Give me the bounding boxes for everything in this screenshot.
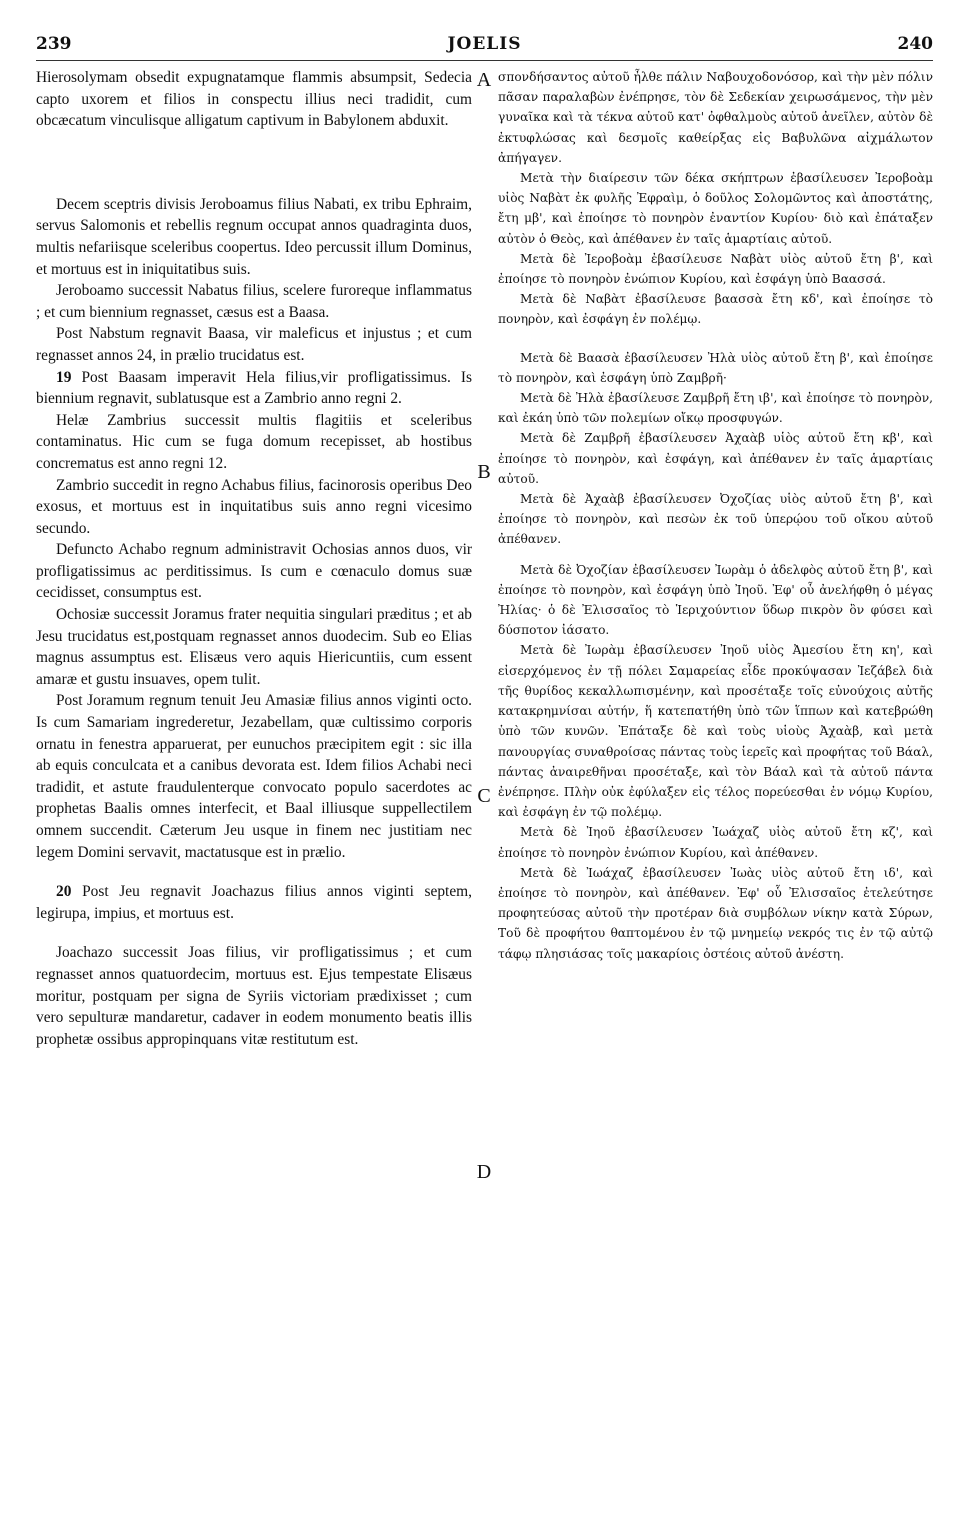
latin-paragraph: 19 Post Baasam imperavit Hela filius,vir profligatissimus. Is biennium regnavit, sublatusque est a Zambrio anno regni 2. <box>36 368 472 408</box>
section-marker-b: B <box>477 461 491 483</box>
greek-paragraph: Μετὰ δὲ Βαασὰ ἐβασίλευσεν Ἠλὰ υἱὸς αὐτοῦ ἔτη β', καὶ ἐποίησε τὸ πονηρὸν, καὶ ἐσφάγη ὑπὸ Ζαμβρῆ· <box>498 350 933 385</box>
greek-paragraph: Μετὰ δὲ Ναβὰτ ἐβασίλευσε βαασσὰ ἔτη κδ', καὶ ἐποίησε τὸ πονηρὸν, καὶ ἐσφάγη ἐν πολέμῳ. <box>498 292 933 327</box>
section-number: 20 <box>56 883 72 901</box>
latin-paragraph: Post Nabstum regnavit Baasa, vir maleficus et injustus ; et cum regnasset annos 24, in prælio trucidatus est. <box>36 325 472 364</box>
page-number-left: 239 <box>36 34 72 54</box>
greek-paragraph: Μετὰ δὲ Ἰωάχαζ ἐβασίλευσεν Ἰωὰς υἱὸς αὐτοῦ ἔτη ιδ', καὶ ἐποίησε τὸ πονηρὸν, καὶ ἀπέθανεν. Ἐφ' οὗ Ἐλισσαῖος ἐτελεύτησε προφητεύσας αὐτοῦ τὴν προτέραν διὰ συμβόλων νίκην κατὰ Σύρων, Τοῦ δὲ προφήτου θαπτομένου ἐν τῷ μνημείῳ νεκρός τις ἐν τῷ αὐτῷ τάφῳ πλησιάσας τοῖς μακαρίοις ὀστέοις αὐτοῦ ἀνέστη. <box>498 865 933 961</box>
section-number: 19 <box>56 368 72 386</box>
greek-paragraph: Μετὰ δὲ Ἰεροβοὰμ ἐβασίλευσε Ναβὰτ υἱὸς αὐτοῦ ἔτη β', καὶ ἐποίησε τὸ πονηρὸν ἐνώπιον Κυρίου, καὶ ἐσφάγη ὑπὸ Βαασσά. <box>498 251 933 287</box>
section-marker-d: D <box>476 1161 492 1183</box>
greek-paragraph: Μετὰ τὴν διαίρεσιν τῶν δέκα σκήπτρων ἐβασίλευσεν Ἰεροβοὰμ υἱὸς Ναβὰτ ἐκ φυλῆς Ἐφραὶμ, ὁ δοῦλος Σολομῶντος καὶ ἀποστάτης, ἔτη μβ', καὶ ἐποίησε τὸ πονηρὸν ἐναντίον Κυρίου· διὸ καὶ ἐπάταξεν αὐτὸν ὁ Θεὸς, καὶ ἀπέθανεν ἐν ταῖς ἁμαρτίαις αὐτοῦ. <box>498 171 933 246</box>
latin-paragraph: Joachazo successit Joas filius, vir profligatissimus ; et cum regnasset annos quatuordecim, mortuus est. Ejus tempestate Elisæus moritur, postquam per signa de Syriis victoriam prædixisset ; cum vero sepulturæ mandaretur, cadaver in eodem monumento beatis illis prophetæ ossibus appropinquans vitæ restitutum est. <box>36 944 472 1048</box>
latin-paragraph: Defuncto Achabo regnum administravit Ochosias annos duos, vir profligatissimus ac perditissimus. Is cum e cœnaculo domus suæ cecidisset, consumptus est. <box>36 541 472 602</box>
section-marker-c: C <box>477 785 491 807</box>
greek-paragraph: Μετὰ δὲ Ἀχαὰβ ἐβασίλευσεν Ὀχοζίας υἱὸς αὐτοῦ ἔτη β', καὶ ἐποίησε τὸ πονηρὸν, καὶ πεσὼν ἐκ τοῦ ὑπερῴου τοῦ οἴκου αὐτοῦ ἀπέθανεν. <box>498 492 933 547</box>
latin-paragraph: Hierosolymam obsedit expugnatamque flammis absumpsit, Sedecia capto uxorem et filios in conspectu illius neci tradidit, cum obcæcatum vinculisque alligatum captivum in Babylonem abduxit. <box>36 69 472 130</box>
greek-paragraph: Μετὰ δὲ Ἰωρὰμ ἐβασίλευσεν Ἰηοῦ υἱὸς Ἀμεσίου ἔτη κη', καὶ εἰσερχόμενος ἐν τῇ πόλει Σαμαρείας εἶδε προκύψασαν Ἰεζάβελ διὰ τῆς θυρίδος κεκαλλωπισμένην, καὶ προσέταξε τοῖς εὐνούχοις αὐτῆς κατακρημνίσαι αὐτήν, ἥ κατεπατήθη ὑπὸ τῶν ἵππων καὶ κατεβρώθη ὑπὸ τῶν κυνῶν. Ἐπάταξε δὲ καὶ τοὺς υἱοὺς Ἀχαὰβ, καὶ μετὰ πανουργίας συναθροίσας πάντας τοὺς ἱερεῖς καὶ προφήτας τοῦ Βάαλ, πάντας ἀναιρεθῆναι προσέταξε, καὶ τὸν Βάαλ καὶ τὰ αὐτοῦ πάντα ἐνέπρησε. Πλὴν οὐκ ἐφύλαξεν εἰς τέλος πορεύεσθαι ἐν νόμῳ Κυρίου, καὶ ἐσφάγη ἐν τῷ πολέμῳ. <box>498 643 933 820</box>
greek-paragraph: Μετὰ δὲ Ὀχοζίαν ἐβασίλευσεν Ἰωρὰμ ὁ ἀδελφὸς αὐτοῦ ἔτη β', καὶ ἐποίησε τὸ πονηρὸν, καὶ ἐσφάγη ὑπὸ Ἰηοῦ. Ἐφ' οὗ ἀνελήφθη ὁ μέγας Ἠλίας· ὁ δὲ Ἐλισσαῖος τὸ Ἱεριχούντιον ὕδωρ πικρὸν ὂν φύσει καὶ δύσποτον ἰάσατο. <box>498 562 933 638</box>
greek-column <box>498 67 933 964</box>
latin-column <box>36 67 472 1050</box>
latin-paragraph: 20 Post Jeu regnavit Joachazus filius annos viginti septem, legirupa, impius, et mortuus est. <box>36 883 472 922</box>
header-rule <box>36 60 933 61</box>
greek-paragraph: Μετὰ δὲ Ζαμβρῆ ἐβασίλευσεν Ἀχαὰβ υἱὸς αὐτοῦ ἔτη κβ', καὶ ἐποίησε τὸ πονηρὸν, καὶ ἐσφάγη, καὶ ἀπέθανεν ἐν ταῖς ἁμαρτίαις αὐτοῦ. <box>498 431 933 486</box>
latin-paragraph: Decem sceptris divisis Jeroboamus filius Nabati, ex tribu Ephraim, servus Salomonis et rebellis regnum occupat annos quadraginta duos, multis nefariisque sceleribus coopertus. Ideo percussit illum Dominus, et mortuus est in iniquitatibus suis. <box>36 195 472 278</box>
latin-paragraph: Zambrio succedit in regno Achabus filius, facinorosis operibus Deo exosus, et mortuus est in inquitatibus suis anno regni vicesimo secundo. <box>36 476 472 537</box>
greek-paragraph: Μετὰ δὲ Ἰηοῦ ἐβασίλευσεν Ἰωάχαζ υἱὸς αὐτοῦ ἔτη κζ', καὶ ἐποίησε τὸ πονηρὸν ἐνώπιον Κυρίου, καὶ ἀπέθανεν. <box>498 825 933 860</box>
latin-paragraph: Ochosiæ successit Joramus frater nequitia singulari præditus ; et ab Jesu trucidatus est,postquam regnasset annos duodecim. Sub eo Elias magnus assumptus est. Elisæus vero aquis Hiericuntiis, cum essent amaræ et gustu insuaves, opem tulit. <box>36 606 472 688</box>
greek-paragraph: σπονδήσαντος αὐτοῦ ἦλθε πάλιν Ναβουχοδονόσορ, καὶ τὴν μὲν πόλιν πᾶσαν παραλαβὼν ἐνέπρησε, τὸν δὲ Σεδεκίαν χειρωσάμενος, τὴν μὲν γυναῖκα καὶ τὰ τέκνα αὐτοῦ κατ' ὀφθαλμοὺς αὐτοῦ ἀνεῖλεν, αὐτὸν δὲ ἐκτυφλώσας καὶ δεσμοῖς καθείρξας εἰς Βαβυλῶνα αἰχμάλωτον ἀπήγαγεν. <box>498 70 933 165</box>
page-header <box>36 30 933 60</box>
latin-paragraph: Helæ Zambrius successit multis flagitiis et sceleribus contaminatus. Hic cum se fuga domum recepisset, ab hostibus concrematus est anno regni 12. <box>36 411 472 472</box>
latin-paragraph: Post Joramum regnum tenuit Jeu Amasiæ filius annos viginti octo. Is cum Samariam ingrederetur, Jezabellam, quæ cultissimo corporis ornatu in fenestra apparuerat, per eunuchos præcipitem egit : sic illa ab equis conculcata et a canibus devorata est. Idem filios Achabi neci tradidit, et astute fraudulenterque convocato populo sacerdotes ac prophetas Baalis omnes interfecit, et Baal illiusque suppellectilem omnem succendit. Cæterum Jeu usque in finem nec justitiam nec legem Domini servavit, mactatusque est in prælio. <box>36 692 472 861</box>
page-number-right: 240 <box>897 34 933 54</box>
section-marker-a: A <box>476 69 492 91</box>
greek-paragraph: Μετὰ δὲ Ἠλὰ ἐβασίλευσε Ζαμβρῆ ἔτη ιβ', καὶ ἐποίησε τὸ πονηρὸν, καὶ ἐκάη ὑπὸ τῶν πολεμίων οἴκῳ προσφυγών. <box>498 391 933 426</box>
running-title: JOELIS <box>447 34 522 54</box>
latin-paragraph: Jeroboamo successit Nabatus filius, scelere furoreque inflammatus ; et cum biennium regnasset, cæsus est a Baasa. <box>36 282 472 321</box>
